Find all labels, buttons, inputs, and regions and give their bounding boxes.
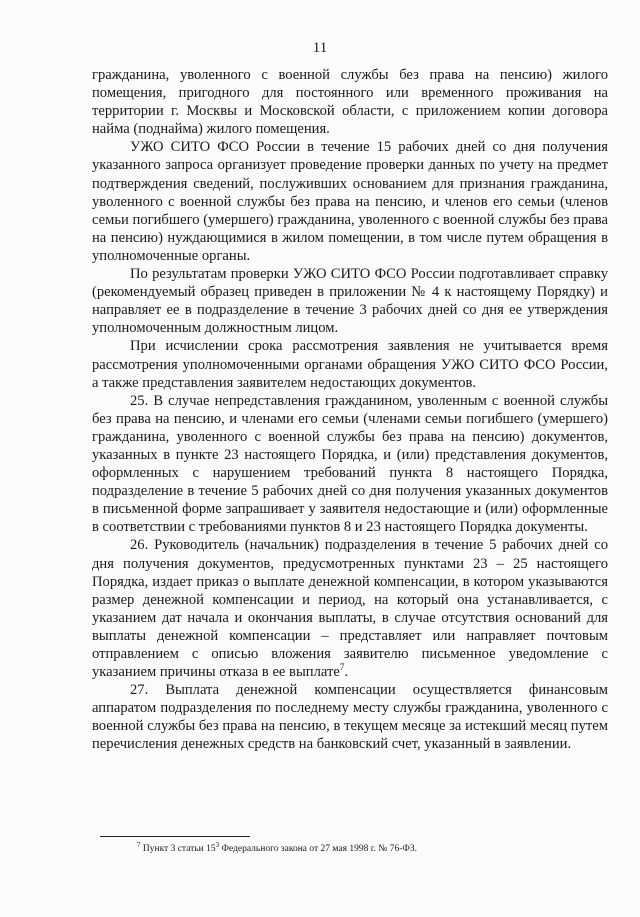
paragraph-item-26 xyxy=(92,536,608,681)
paragraph-item-26-text: 26. Руководитель (начальник) подразделения в течение 5 рабочих дней со дня получения документов, предусмотренных пунктами 23 – 25 настоящего Порядка, издает приказ о выплате денежной компенсации, в котором указываются размер денежной компенсации и период, на который она устанавливается, с указанием дат начала и окончания выплаты, в случае отсутствия оснований для выплаты денежной компенсации – представляет или направляет почтовым отправлением с описью вложения заявителю письменное уведомление с указанием причины отказа в ее выплате xyxy=(92,537,608,681)
footnote-article-sup: 3 xyxy=(215,840,220,849)
footnote-text-after: Федерального закона от 27 мая 1998 г. № 76-ФЗ. xyxy=(219,844,418,854)
paragraph-term-calculation: При исчислении срока рассмотрения заявления не учитывается время рассмотрения уполномоченными органами обращения УЖО СИТО ФСО России, а также представления заявителем недостающих документов. xyxy=(92,338,608,391)
footnote-text-before: Пункт 3 статьи 15 xyxy=(140,844,216,854)
paragraph-item-25: 25. В случае непредставления гражданином, уволенным с военной службы без права на пенсию, и членами его семьи (членами семьи погибшего (умершего) гражданина, уволенного с военной службы без права на пенсию) документов, указанных в пункте 23 настоящего Порядка, и (или) представления документов, оформленных с нарушением требований пункта 8 настоящего Порядка, подразделение в течение 5 рабочих дней со дня получения указанных документов в письменной форме запрашивает у заявителя недостающие и (или) оформленные в соответствии с требованиями пунктов 8 и 23 настоящего Порядка документы. xyxy=(92,392,608,536)
paragraph-certificate: По результатам проверки УЖО СИТО ФСО России подготавливает справку (рекомендуемый образец приведен в приложении № 4 к настоящему Порядку) и направляет ее в подразделение в течение 3 рабочих дней со дня ее утверждения уполномоченным должностным лицом. xyxy=(92,266,608,337)
paragraph-item-26-end: . xyxy=(344,664,348,681)
paragraph-continuation: гражданина, уволенного с военной службы без права на пенсию) жилого помещения, пригодного для постоянного или временного проживания на территории г. Москвы и Московской области, с приложением копии договора найма (поднайма) жилого помещения. xyxy=(92,67,608,138)
footnote-mark: 7 xyxy=(137,840,141,849)
footnote-divider xyxy=(100,836,250,837)
page-number: 11 xyxy=(312,40,328,56)
paragraph-inspection: УЖО СИТО ФСО России в течение 15 рабочих дней со дня получения указанного запроса организует проведение проверки данных по учету на предмет подтверждения сведений, послуживших основанием для признания гражданина, уволенного с военной службы без права на пенсию, и членов его семьи (членов семьи погибшего (умершего) гражданина, уволенного с военной службы без права на пенсию) нуждающимися в жилом помещении, в том числе путем обращения в уполномоченные органы. xyxy=(92,139,608,264)
footnote xyxy=(137,840,597,855)
paragraph-item-27: 27. Выплата денежной компенсации осуществляется финансовым аппаратом подразделения по последнему месту службы гражданина, уволенного с военной службы без права на пенсию, в текущем месяце за истекший месяц путем перечисления денежных средств на банковский счет, указанный в заявлении. xyxy=(92,682,608,753)
document-body xyxy=(92,66,608,754)
footnote-reference[interactable]: 7 xyxy=(339,662,345,673)
